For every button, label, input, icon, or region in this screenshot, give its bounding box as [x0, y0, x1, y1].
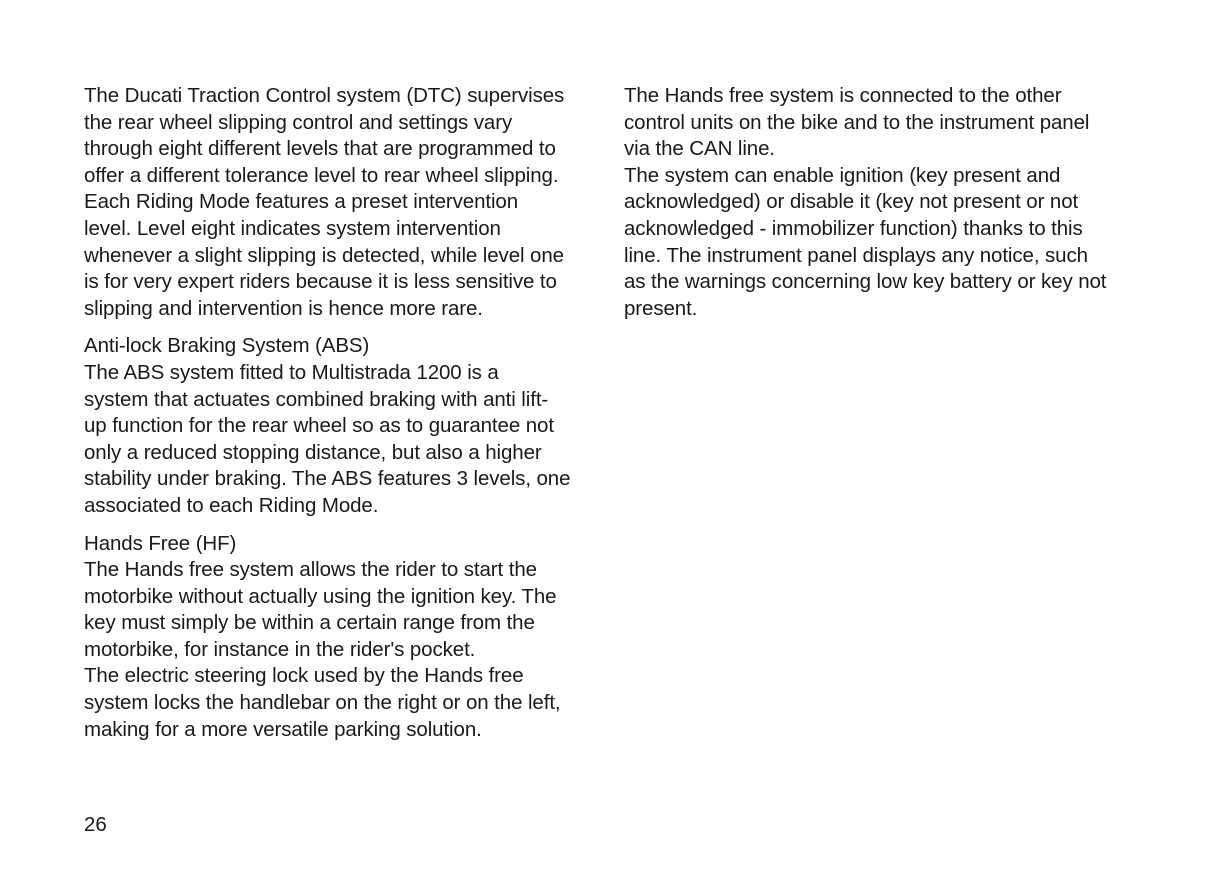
- text-line: Each Riding Mode features a preset intervention: [84, 190, 519, 214]
- text-line: via the CAN line.: [624, 137, 775, 161]
- text-line: control units on the bike and to the instrument panel: [624, 110, 1090, 134]
- text-line: key must simply be within a certain range from the: [84, 611, 535, 635]
- text-line: system that actuates combined braking with anti lift-: [84, 387, 549, 411]
- text-line: system locks the handlebar on the right or on the left,: [84, 691, 561, 715]
- text-line: motorbike without actually using the ignition key. The: [84, 584, 557, 608]
- hf-continued-paragraph: [624, 83, 1146, 322]
- text-line: line. The instrument panel displays any notice, such: [624, 243, 1088, 267]
- text-line: associated to each Riding Mode.: [84, 493, 379, 517]
- text-line: whenever a slight slipping is detected, while level one: [84, 243, 564, 267]
- text-line: motorbike, for instance in the rider's pocket.: [84, 637, 476, 661]
- text-line: The ABS system fitted to Multistrada 1200 is a: [84, 360, 499, 384]
- text-line: acknowledged - immobilizer function) thanks to this: [624, 216, 1083, 240]
- abs-section: [84, 333, 604, 519]
- text-line: The electric steering lock used by the Hands free: [84, 664, 524, 688]
- text-line: level. Level eight indicates system intervention: [84, 216, 501, 240]
- text-line: The system can enable ignition (key present and: [624, 163, 1061, 187]
- text-line: the rear wheel slipping control and settings vary: [84, 110, 513, 134]
- hf-section: [84, 531, 604, 744]
- text-line: through eight different levels that are programmed to: [84, 137, 556, 161]
- text-line: slipping and intervention is hence more rare.: [84, 296, 483, 320]
- abs-heading: Anti-lock Braking System (ABS): [84, 334, 370, 358]
- text-line: acknowledged) or disable it (key not present or not: [624, 190, 1079, 214]
- text-line: present.: [624, 296, 698, 320]
- text-line: as the warnings concerning low key battery or key not: [624, 270, 1107, 294]
- text-line: up function for the rear wheel so as to guarantee not: [84, 414, 554, 438]
- hf-heading: Hands Free (HF): [84, 531, 237, 555]
- dtc-paragraph: [84, 83, 604, 322]
- text-line: The Hands free system is connected to the other: [624, 84, 1062, 107]
- text-line: is for very expert riders because it is less sensitive to: [84, 270, 557, 294]
- left-column: [84, 83, 604, 754]
- text-line: The Hands free system allows the rider to start the: [84, 558, 537, 582]
- text-line: offer a different tolerance level to rear wheel slipping.: [84, 163, 559, 187]
- text-line: only a reduced stopping distance, but also a higher: [84, 440, 542, 464]
- right-column: [624, 83, 1146, 333]
- text-line: making for a more versatile parking solution.: [84, 717, 482, 741]
- page-number: 26: [84, 813, 107, 836]
- text-line: stability under braking. The ABS features 3 levels, one: [84, 467, 571, 491]
- text-line: The Ducati Traction Control system (DTC) supervises: [84, 84, 565, 107]
